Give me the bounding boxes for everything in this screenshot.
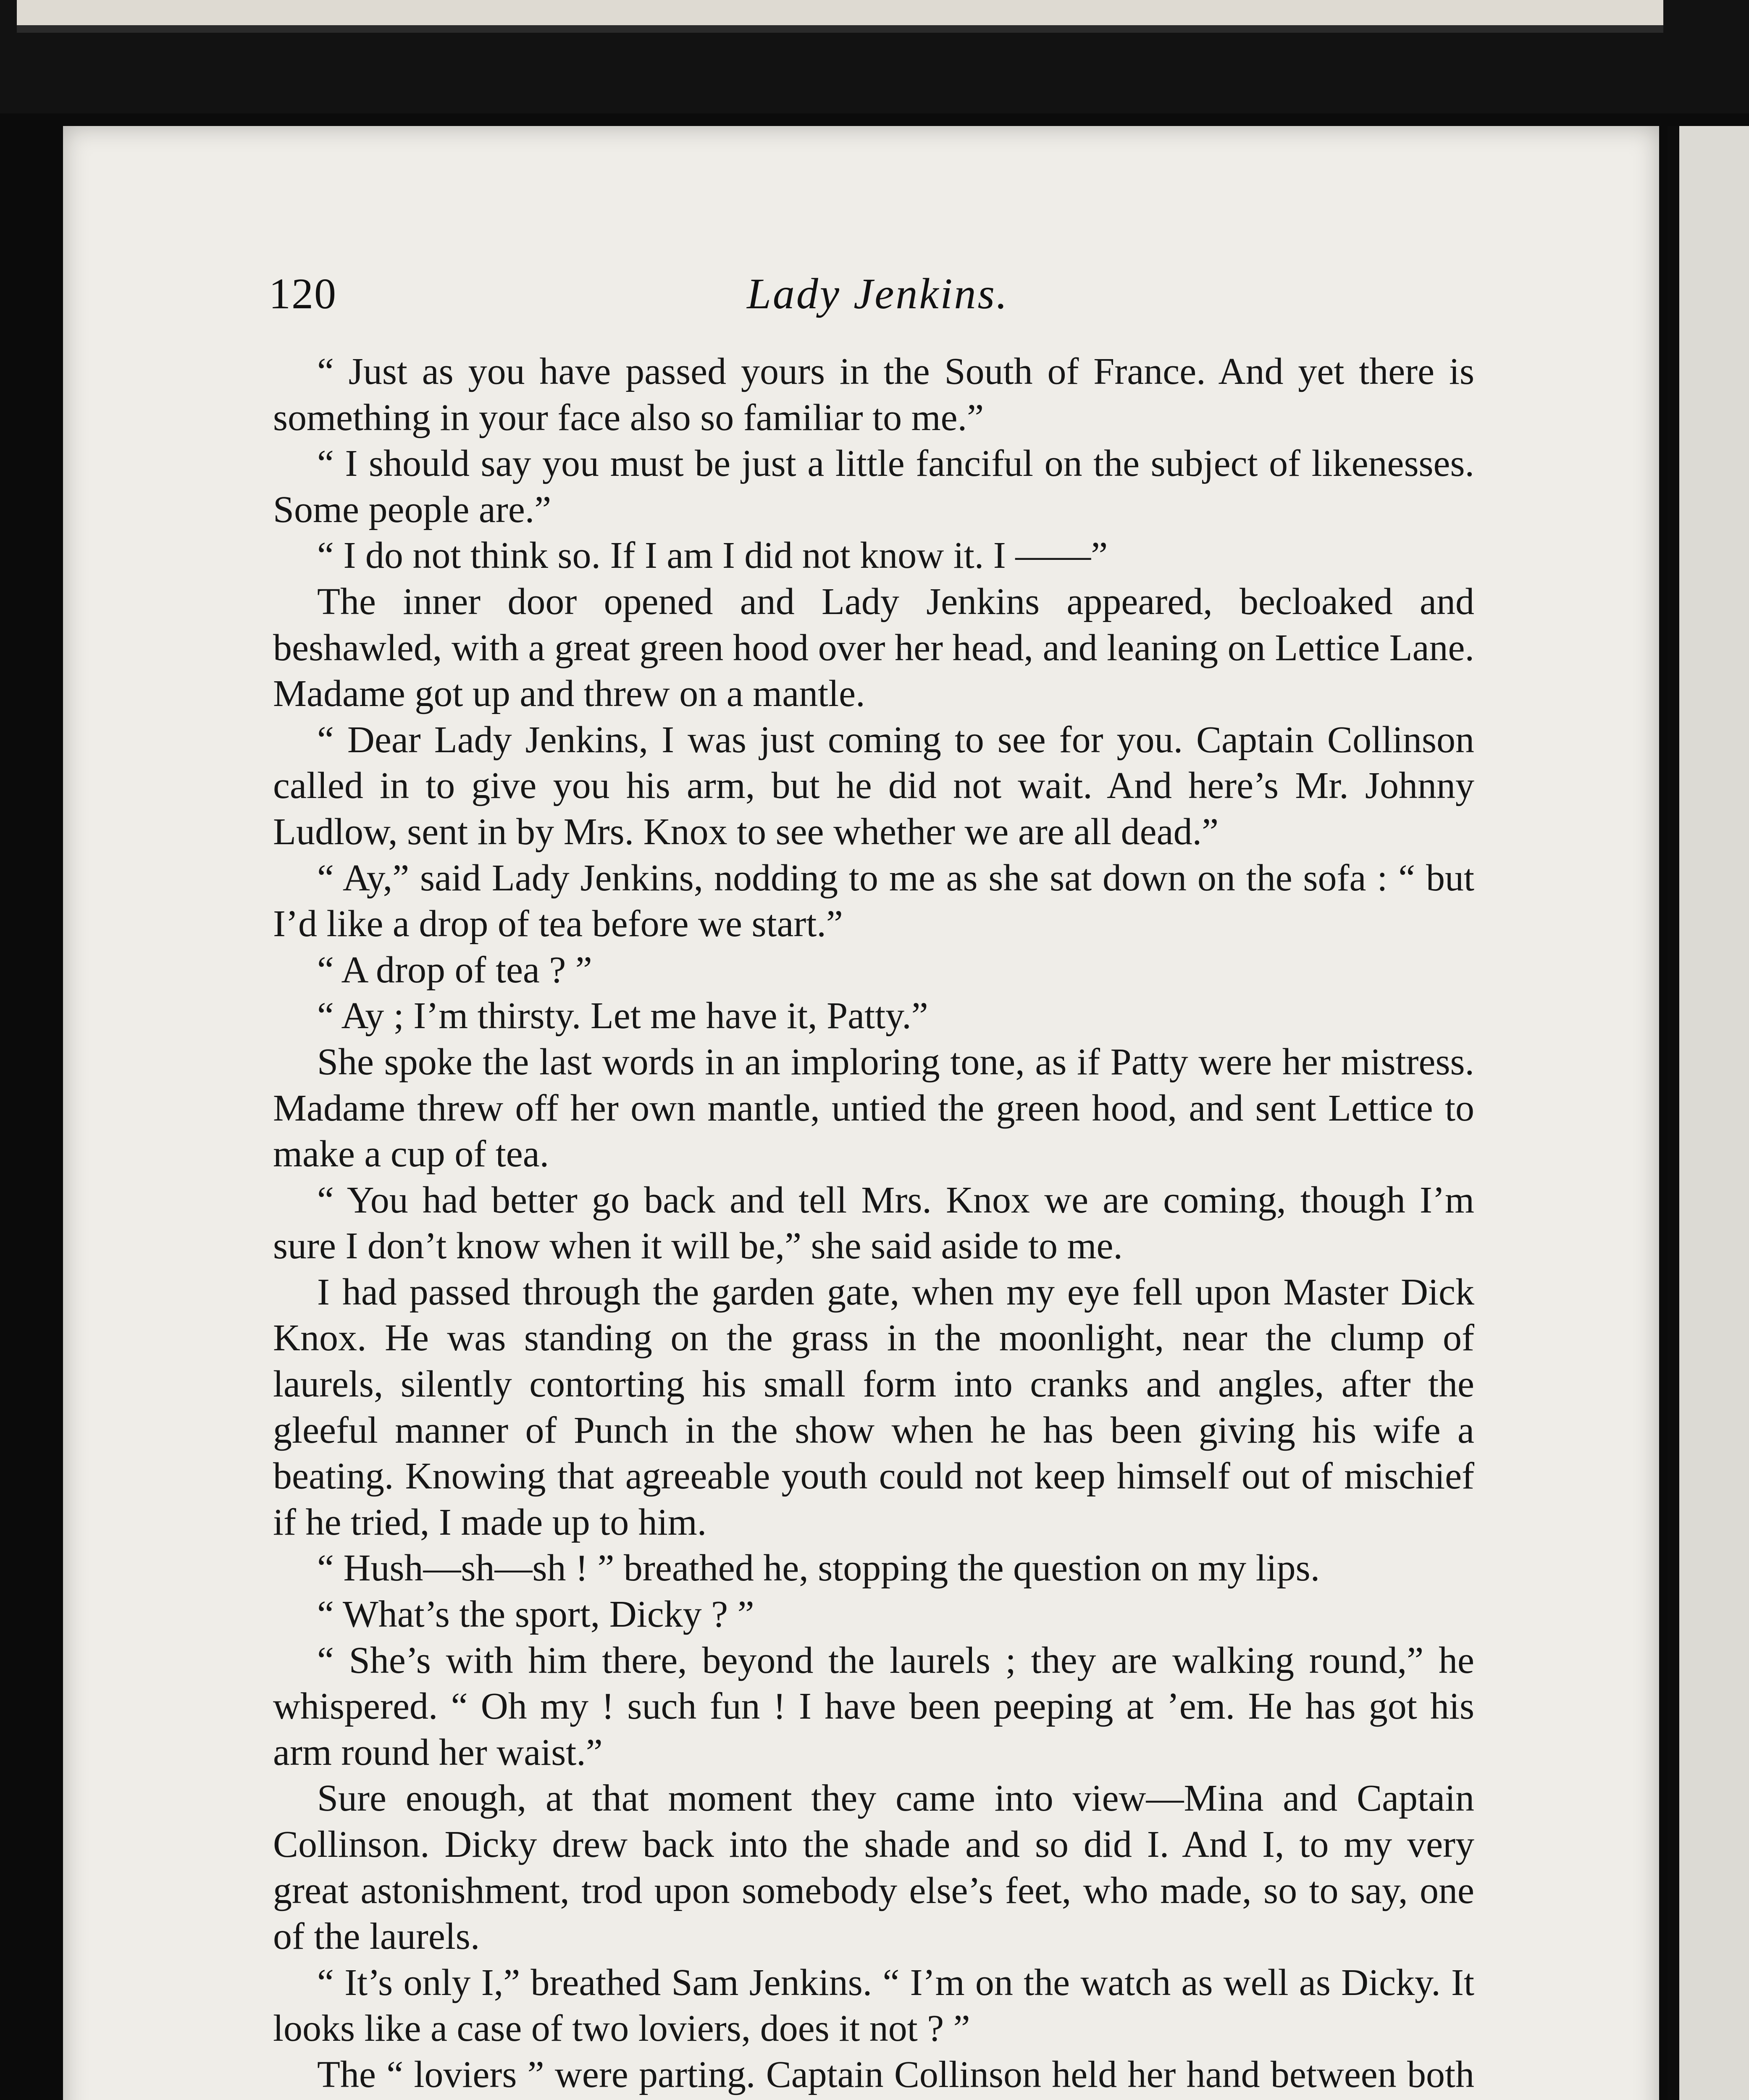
facing-page-edge (1668, 126, 1749, 2100)
paragraph: “ Dear Lady Jenkins, I was just coming to see for you. Captain Collinson called in to give you his arm, but he did not wait. And here’s Mr. Johnny Ludlow, sent in by Mrs. Knox to see whether we are all dead.” (273, 719, 1474, 853)
paragraph: The “ loviers ” were parting. Captain Collinson held her hand between both (317, 2053, 1474, 2095)
previous-page-edge (17, 0, 1663, 33)
paragraph: She spoke the last words in an imploring tone, as if Patty were her mistress. Madame threw off her own mantle, untied the green hood, and sent Lettice to make a cup of tea. (273, 1041, 1474, 1175)
page-number: 120 (269, 270, 337, 318)
paragraph: Sure enough, at that moment they came into view—Mina and Captain Collinson. Dicky drew back into the shade and so did I. And I, to my very great astonishment, trod upon somebody else’s feet, who made, so to say, one of the laurels. (273, 1777, 1474, 1958)
paragraph: “ Just as you have passed yours in the South of France. And yet there is something in your face also so familiar to me.” (273, 351, 1474, 438)
paragraph: “ You had better go back and tell Mrs. Knox we are coming, though I’m sure I don’t know when it will be,” she said aside to me. (273, 1179, 1474, 1267)
paragraph: “ What’s the sport, Dicky ? ” (317, 1593, 754, 1635)
paragraph: The inner door opened and Lady Jenkins appeared, becloaked and beshawled, with a great green hood over her head, and leaning on Lettice Lane. Madame got up and threw on a mantle. (273, 580, 1474, 715)
paragraph: “ She’s with him there, beyond the laurels ; they are walking round,” he whispered. “ Oh my ! such fun ! I have been peeping at ’em. He has got his arm round her waist.” (273, 1639, 1474, 1773)
paragraph: “ Ay,” said Lady Jenkins, nodding to me as she sat down on the sofa : “ but I’d like a drop of tea before we start.” (273, 857, 1474, 945)
paragraph: I had passed through the garden gate, when my eye fell upon Master Dick Knox. He was standing on the grass in the moonlight, near the clump of laurels, silently contorting his small form into cranks and angles, after the gleeful manner of Punch in the show when he has been giving his wife a beating. Knowing that agreeable youth could not keep himself out of mischief if he tried, I made up to him. (273, 1271, 1474, 1543)
paragraph: “ A drop of tea ? ” (317, 949, 592, 991)
body-text (273, 349, 1474, 2100)
paragraph: “ I do not think so. If I am I did not know it. I ——” (317, 535, 1108, 577)
running-title: Lady Jenkins. (747, 270, 1009, 318)
paragraph: “ Hush—sh—sh ! ” breathed he, stopping the question on my lips. (317, 1547, 1320, 1589)
paragraph: “ Ay ; I’m thirsty. Let me have it, Patty.” (317, 995, 928, 1037)
paragraph: “ I should say you must be just a little fanciful on the subject of likenesses. Some people are.” (273, 443, 1474, 530)
page-header (269, 269, 1487, 319)
paragraph: “ It’s only I,” breathed Sam Jenkins. “ I’m on the watch as well as Dicky. It looks like a case of two loviers, does it not ? ” (273, 1961, 1474, 2050)
